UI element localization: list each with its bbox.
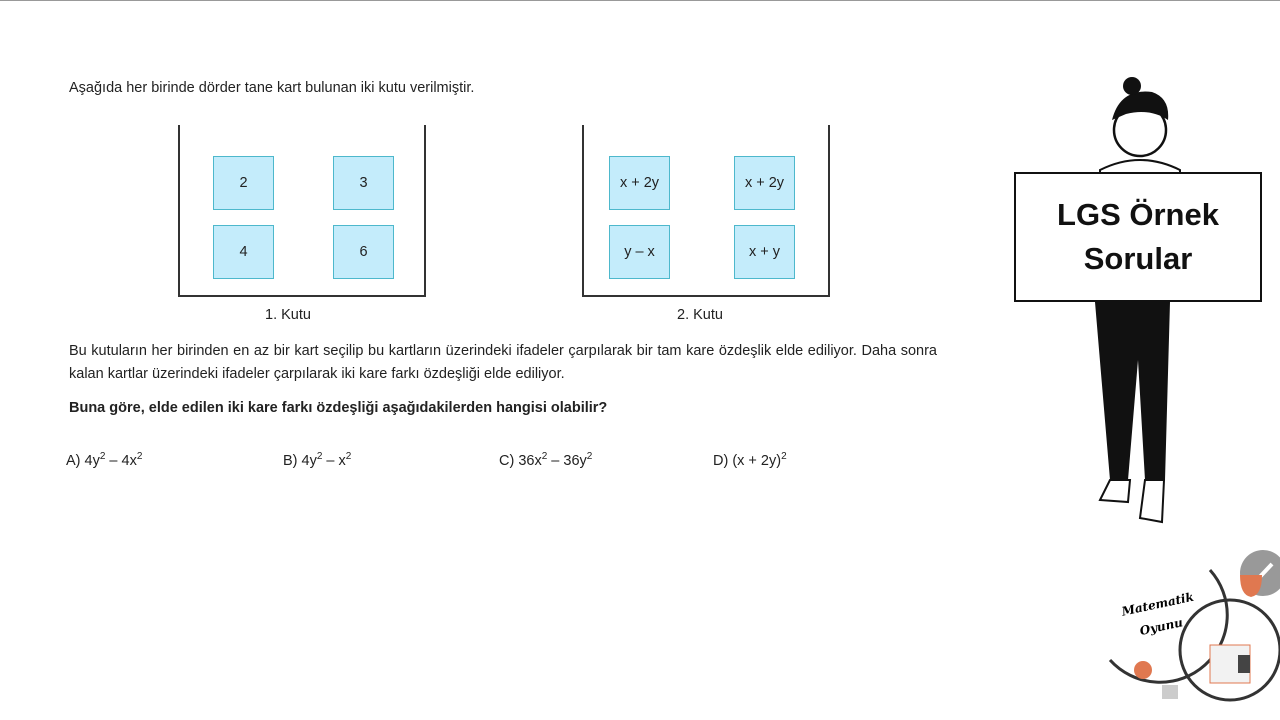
card: 6 xyxy=(333,225,394,279)
exponent: 2 xyxy=(781,451,787,462)
option-c[interactable] xyxy=(499,451,592,469)
card: x + 2y xyxy=(609,156,670,210)
calculator-icon xyxy=(1238,655,1250,673)
matematik-oyunu-logo xyxy=(1100,540,1280,720)
top-border xyxy=(0,0,1280,1)
exponent: 2 xyxy=(99,451,106,462)
problem-paragraph: Bu kutuların her birinden en az bir kart seçilip bu kartların üzerindeki ifadeler çarpılarak bir tam kare özdeşlik elde ediliyor. Daha sonra kalan kartlar üzerindeki ifadeler çarpılarak iki kare farkı özdeşliği elde ediliyor. xyxy=(69,343,937,382)
option-b[interactable] xyxy=(283,451,351,469)
card: 2 xyxy=(213,156,274,210)
lgs-sign xyxy=(1014,172,1262,302)
option-d-text: D) (x + 2y) xyxy=(713,452,782,469)
box-2-label: 2. Kutu xyxy=(677,307,723,323)
option-c-text: C) 36x xyxy=(499,452,542,469)
sign-title: LGS Örnek xyxy=(1057,197,1219,232)
option-a-text: A) 4y xyxy=(66,452,100,469)
medal-icon xyxy=(1134,661,1152,679)
exponent: 2 xyxy=(586,451,593,462)
option-a[interactable] xyxy=(66,451,142,469)
box-1-label: 1. Kutu xyxy=(265,307,311,323)
option-c-text: – 36y xyxy=(547,452,587,469)
card: y – x xyxy=(609,225,670,279)
card: 4 xyxy=(213,225,274,279)
question-text: Buna göre, elde edilen iki kare farkı özdeşliği aşağıdakilerden hangisi olabilir? xyxy=(69,400,608,416)
option-a-text: – 4x xyxy=(105,452,137,469)
sign-subtitle: Sorular xyxy=(1083,241,1193,276)
intro-text: Aşağıda her birinde dörder tane kart bulunan iki kutu verilmiştir. xyxy=(69,80,475,96)
option-b-text: – x xyxy=(322,452,346,469)
option-d[interactable] xyxy=(713,451,787,469)
card: 3 xyxy=(333,156,394,210)
puzzle-icon xyxy=(1162,685,1178,699)
exponent: 2 xyxy=(345,451,352,462)
card: x + 2y xyxy=(734,156,795,210)
logo-line2: Oyunu xyxy=(1138,615,1185,639)
exponent: 2 xyxy=(136,451,143,462)
exponent: 2 xyxy=(316,451,323,462)
box-2 xyxy=(582,125,830,297)
option-b-text: B) 4y xyxy=(283,452,317,469)
exponent: 2 xyxy=(541,451,548,462)
box-1 xyxy=(178,125,426,297)
logo-line1: Matematik xyxy=(1120,589,1195,619)
card: x + y xyxy=(734,225,795,279)
